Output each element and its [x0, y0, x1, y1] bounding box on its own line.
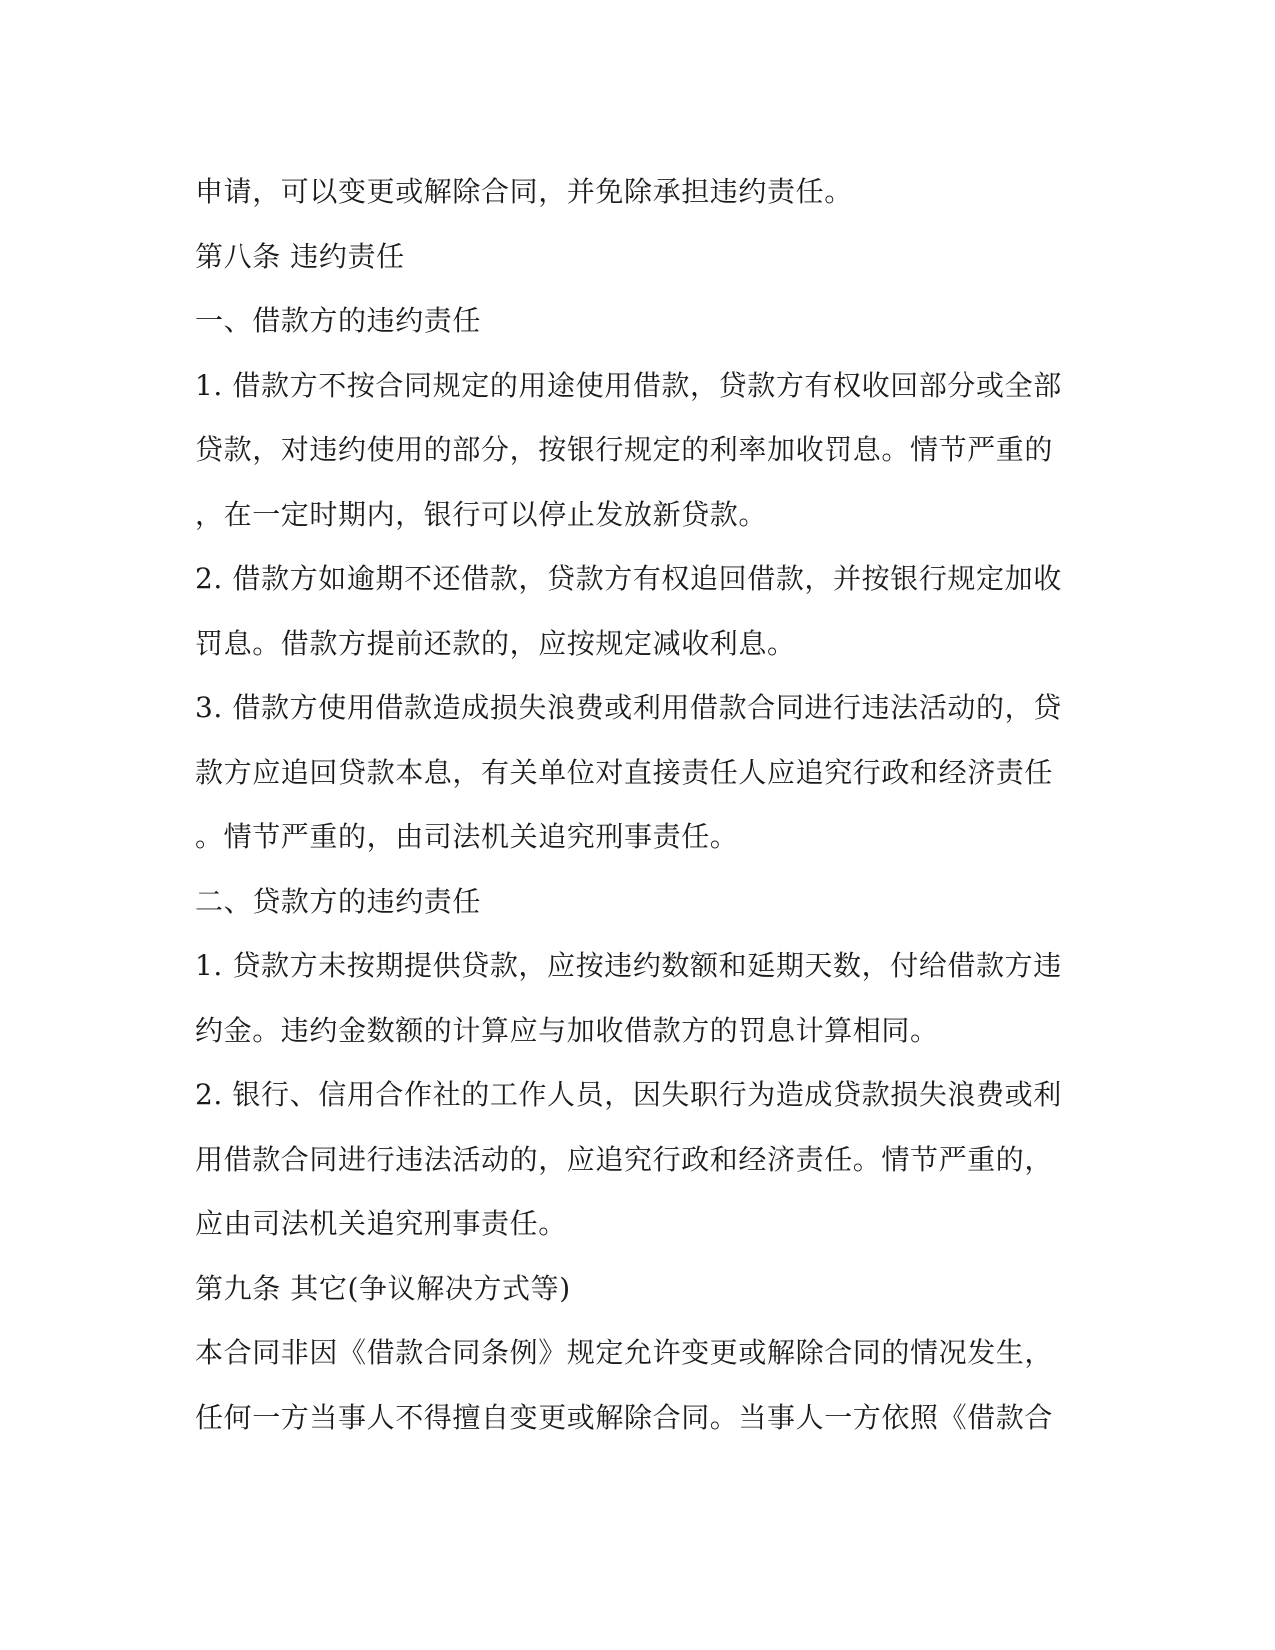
text-line: 任何一方当事人不得擅自变更或解除合同。当事人一方依照《借款合: [195, 1400, 1054, 1434]
text-line: 3. 借款方使用借款造成损失浪费或利用借款合同进行违法活动的，贷: [195, 691, 1062, 724]
section-heading-article-8: 第八条 违约责任: [195, 239, 405, 273]
section-heading-article-9: 第九条 其它(争议解决方式等): [195, 1271, 571, 1305]
text-line: 贷款，对违约使用的部分，按银行规定的利率加收罚息。情节严重的: [195, 433, 1054, 466]
text-line: 款方应追回贷款本息，有关单位对直接责任人应追究行政和经济责任: [195, 755, 1054, 789]
subsection-heading-borrower: 一、借款方的违约责任: [195, 304, 482, 337]
text-line: 2. 银行、信用合作社的工作人员，因失职行为造成贷款损失浪费或利: [195, 1078, 1062, 1111]
text-line: 2. 借款方如逾期不还借款，贷款方有权追回借款，并按银行规定加收: [195, 562, 1062, 595]
text-line: 。情节严重的，由司法机关追究刑事责任。: [195, 820, 739, 853]
text-line: 罚息。借款方提前还款的，应按规定减收利息。: [195, 626, 796, 660]
text-line: 本合同非因《借款合同条例》规定允许变更或解除合同的情况发生，: [195, 1336, 1054, 1369]
document-body: [195, 160, 1075, 1450]
text-line: 1. 借款方不按合同规定的用途使用借款，贷款方有权收回部分或全部: [195, 368, 1062, 402]
subsection-heading-lender: 二、贷款方的违约责任: [195, 884, 482, 918]
text-line: ，在一定时期内，银行可以停止发放新贷款。: [195, 497, 768, 531]
text-line: 应由司法机关追究刑事责任。: [195, 1207, 567, 1240]
text-line: 1. 贷款方未按期提供贷款，应按违约数额和延期天数，付给借款方违: [195, 949, 1062, 982]
text-line: 约金。违约金数额的计算应与加收借款方的罚息计算相同。: [195, 1013, 939, 1047]
text-line: 申请，可以变更或解除合同，并免除承担违约责任。: [195, 175, 853, 208]
text-line: 用借款合同进行违法活动的，应追究行政和经济责任。情节严重的，: [195, 1142, 1054, 1176]
